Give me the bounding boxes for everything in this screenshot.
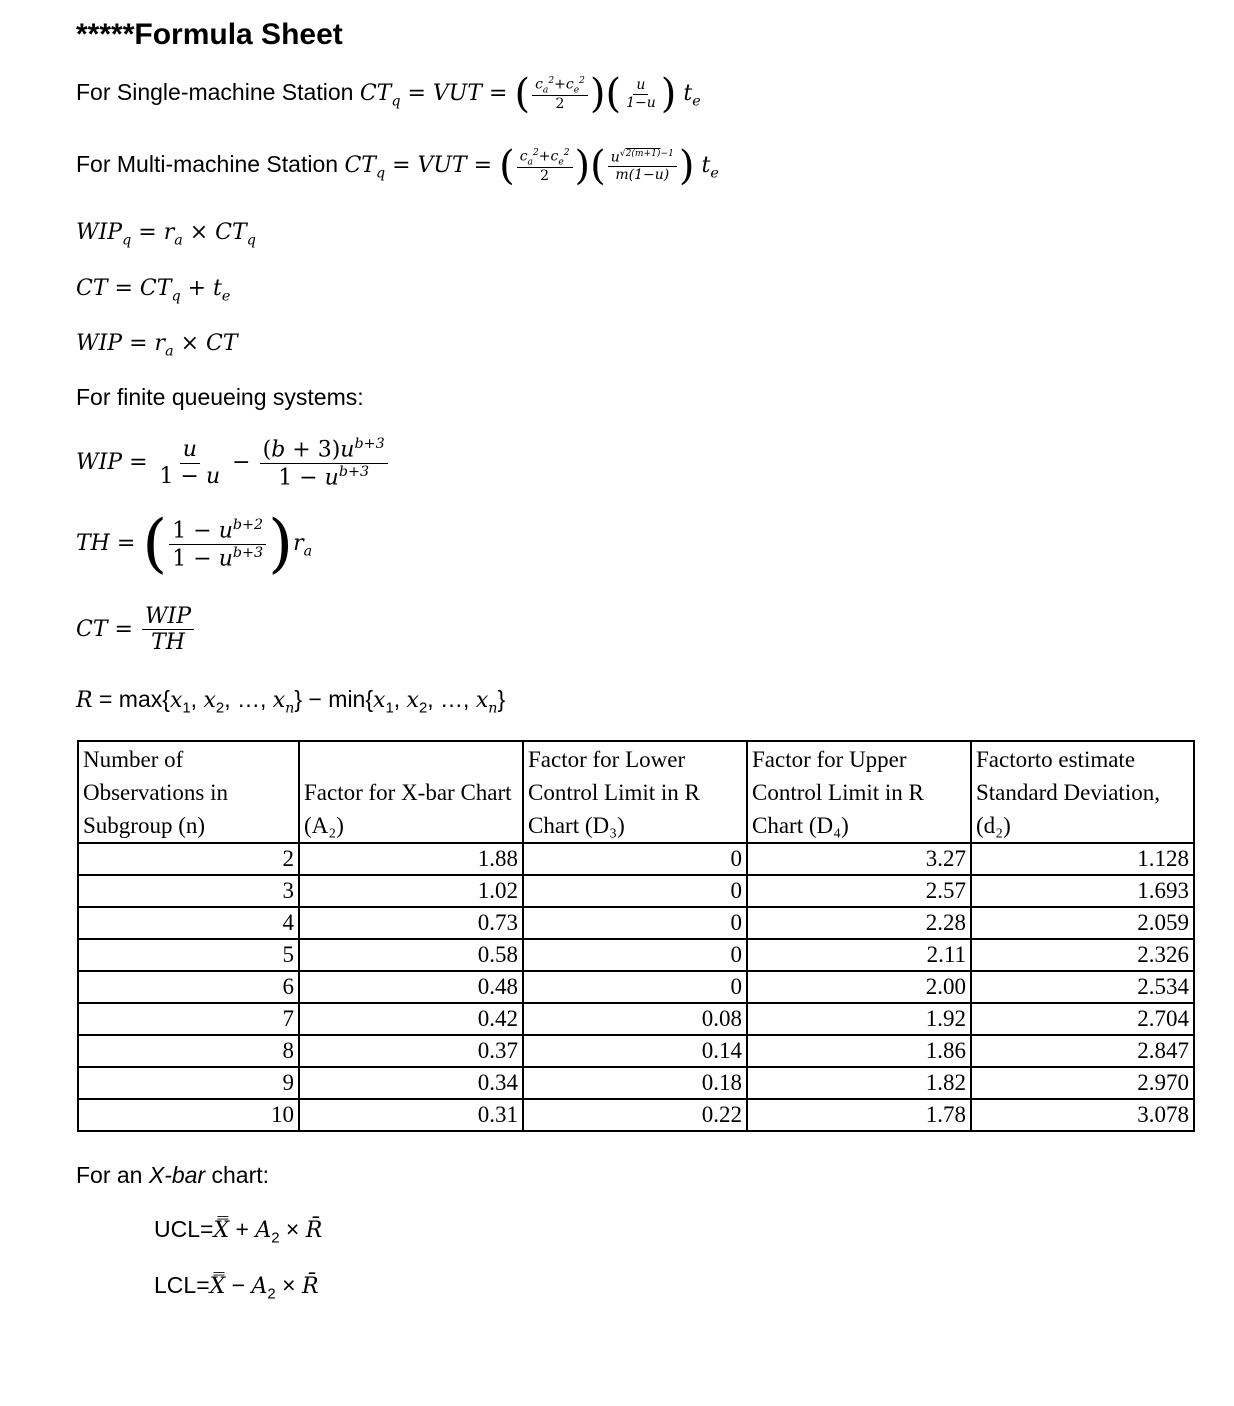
- cell-d4: 2.00: [747, 971, 971, 1003]
- cell-d4: 2.11: [747, 939, 971, 971]
- finite-ct-formula: CT = $\frac{\text{WIP}}{TH}$: [76, 604, 196, 656]
- header-a2: Factor for X-bar Chart (A₂): [299, 741, 523, 843]
- cell-a2: 0.42: [299, 1003, 523, 1035]
- cell-a2: 0.37: [299, 1035, 523, 1067]
- single-machine-math: $CT_q$ = VUT = ( $\frac{c_a^2+c_e^2}{2}$ )( $\frac{u}{1-u}$ ) $t_e$: [359, 71, 701, 117]
- table-row: [78, 939, 1194, 971]
- cell-d4: 2.28: [747, 907, 971, 939]
- cell-d3: 0: [523, 875, 747, 907]
- cell-d3: 0.18: [523, 1067, 747, 1099]
- header-n: Number of Observations in Subgroup (n): [78, 741, 299, 843]
- table-row: [78, 1003, 1194, 1035]
- cell-d2: 2.970: [971, 1067, 1194, 1099]
- header-d2: Factorto estimate Standard Deviation, (d₂): [971, 741, 1194, 843]
- cell-n: 8: [78, 1035, 299, 1067]
- cell-a2: 0.31: [299, 1099, 523, 1131]
- lcl-formula: LCL=X̿ − $A_2$ × R̄: [154, 1272, 319, 1303]
- table-row: [78, 1067, 1194, 1099]
- header-d4: Factor for Upper Control Limit in R Chart (D₄): [747, 741, 971, 843]
- xbar-label-prefix: For an: [76, 1162, 149, 1188]
- cell-n: 9: [78, 1067, 299, 1099]
- cell-n: 5: [78, 939, 299, 971]
- wip-formula: WIP = $r_a$ × CT: [76, 331, 238, 360]
- multi-machine-label: For Multi-machine Station: [76, 151, 339, 177]
- control-chart-factors-table: [77, 740, 1195, 1132]
- table-header-row: [78, 741, 1194, 843]
- ct-formula: CT = $CT_q + t_e$: [76, 276, 231, 305]
- multi-machine-formula: [76, 143, 719, 189]
- cell-a2: 0.73: [299, 907, 523, 939]
- table-row: [78, 1099, 1194, 1131]
- range-formula: $R = \max\{x_1$, $x_2$, …, $x_n\} - \min\{x_1$, $x_2$, …, $x_n$}: [76, 686, 506, 717]
- cell-d2: 2.847: [971, 1035, 1194, 1067]
- table-row: [78, 907, 1194, 939]
- finite-wip-formula: WIP = $\frac{u}{1 - u}$ − $\frac{(b + 3)u^{b+3}}{1 - u^{b+3}}$: [76, 436, 390, 490]
- cell-d2: 1.128: [971, 843, 1194, 875]
- cell-d2: 1.693: [971, 875, 1194, 907]
- cell-d2: 2.059: [971, 907, 1194, 939]
- header-d3: Factor for Lower Control Limit in R Chart (D₃): [523, 741, 747, 843]
- cell-d4: 1.78: [747, 1099, 971, 1131]
- single-machine-formula: [76, 71, 701, 117]
- cell-d3: 0: [523, 939, 747, 971]
- cell-d4: 3.27: [747, 843, 971, 875]
- ucl-formula: UCL=X̿ + $A_2$ × R̄: [154, 1216, 323, 1247]
- finite-th-formula: TH = ( $\frac{1 - u^{b+2}}{1 - u^{b+3}}$ )$r_a$: [76, 507, 313, 581]
- cell-a2: 0.58: [299, 939, 523, 971]
- table-row: [78, 875, 1194, 907]
- xbar-label-em: X-bar: [148, 1162, 206, 1188]
- cell-d4: 1.92: [747, 1003, 971, 1035]
- cell-n: 3: [78, 875, 299, 907]
- lcl-prefix: LCL=: [154, 1272, 210, 1298]
- page-title: *****Formula Sheet: [76, 18, 343, 51]
- cell-d4: 2.57: [747, 875, 971, 907]
- cell-a2: 0.34: [299, 1067, 523, 1099]
- cell-d3: 0.22: [523, 1099, 747, 1131]
- cell-n: 10: [78, 1099, 299, 1131]
- cell-a2: 0.48: [299, 971, 523, 1003]
- table-row: [78, 1035, 1194, 1067]
- wipq-formula: $WIP_q = r_a \times CT_q$: [76, 220, 256, 249]
- cell-d2: 3.078: [971, 1099, 1194, 1131]
- cell-d3: 0.14: [523, 1035, 747, 1067]
- cell-d3: 0: [523, 971, 747, 1003]
- cell-n: 2: [78, 843, 299, 875]
- ucl-prefix: UCL=: [154, 1216, 214, 1242]
- cell-a2: 1.02: [299, 875, 523, 907]
- multi-machine-math: $CT_q$ = VUT = ( $\frac{c_a^2+c_e^2}{2}$ )( $\frac{u^{√2(m+1)-1}}{m(1-u)}$ ) $t_e$: [344, 143, 719, 189]
- finite-label: For finite queueing systems:: [76, 384, 364, 410]
- single-machine-label: For Single-machine Station: [76, 79, 354, 105]
- cell-d2: 2.704: [971, 1003, 1194, 1035]
- xbar-label-suffix: chart:: [205, 1162, 270, 1188]
- cell-d3: 0: [523, 907, 747, 939]
- table-row: [78, 971, 1194, 1003]
- cell-n: 6: [78, 971, 299, 1003]
- table-row: [78, 843, 1194, 875]
- cell-n: 4: [78, 907, 299, 939]
- cell-a2: 1.88: [299, 843, 523, 875]
- xbar-label: [76, 1162, 269, 1189]
- cell-d4: 1.82: [747, 1067, 971, 1099]
- cell-d4: 1.86: [747, 1035, 971, 1067]
- cell-d3: 0.08: [523, 1003, 747, 1035]
- cell-d2: 2.534: [971, 971, 1194, 1003]
- cell-n: 7: [78, 1003, 299, 1035]
- cell-d2: 2.326: [971, 939, 1194, 971]
- cell-d3: 0: [523, 843, 747, 875]
